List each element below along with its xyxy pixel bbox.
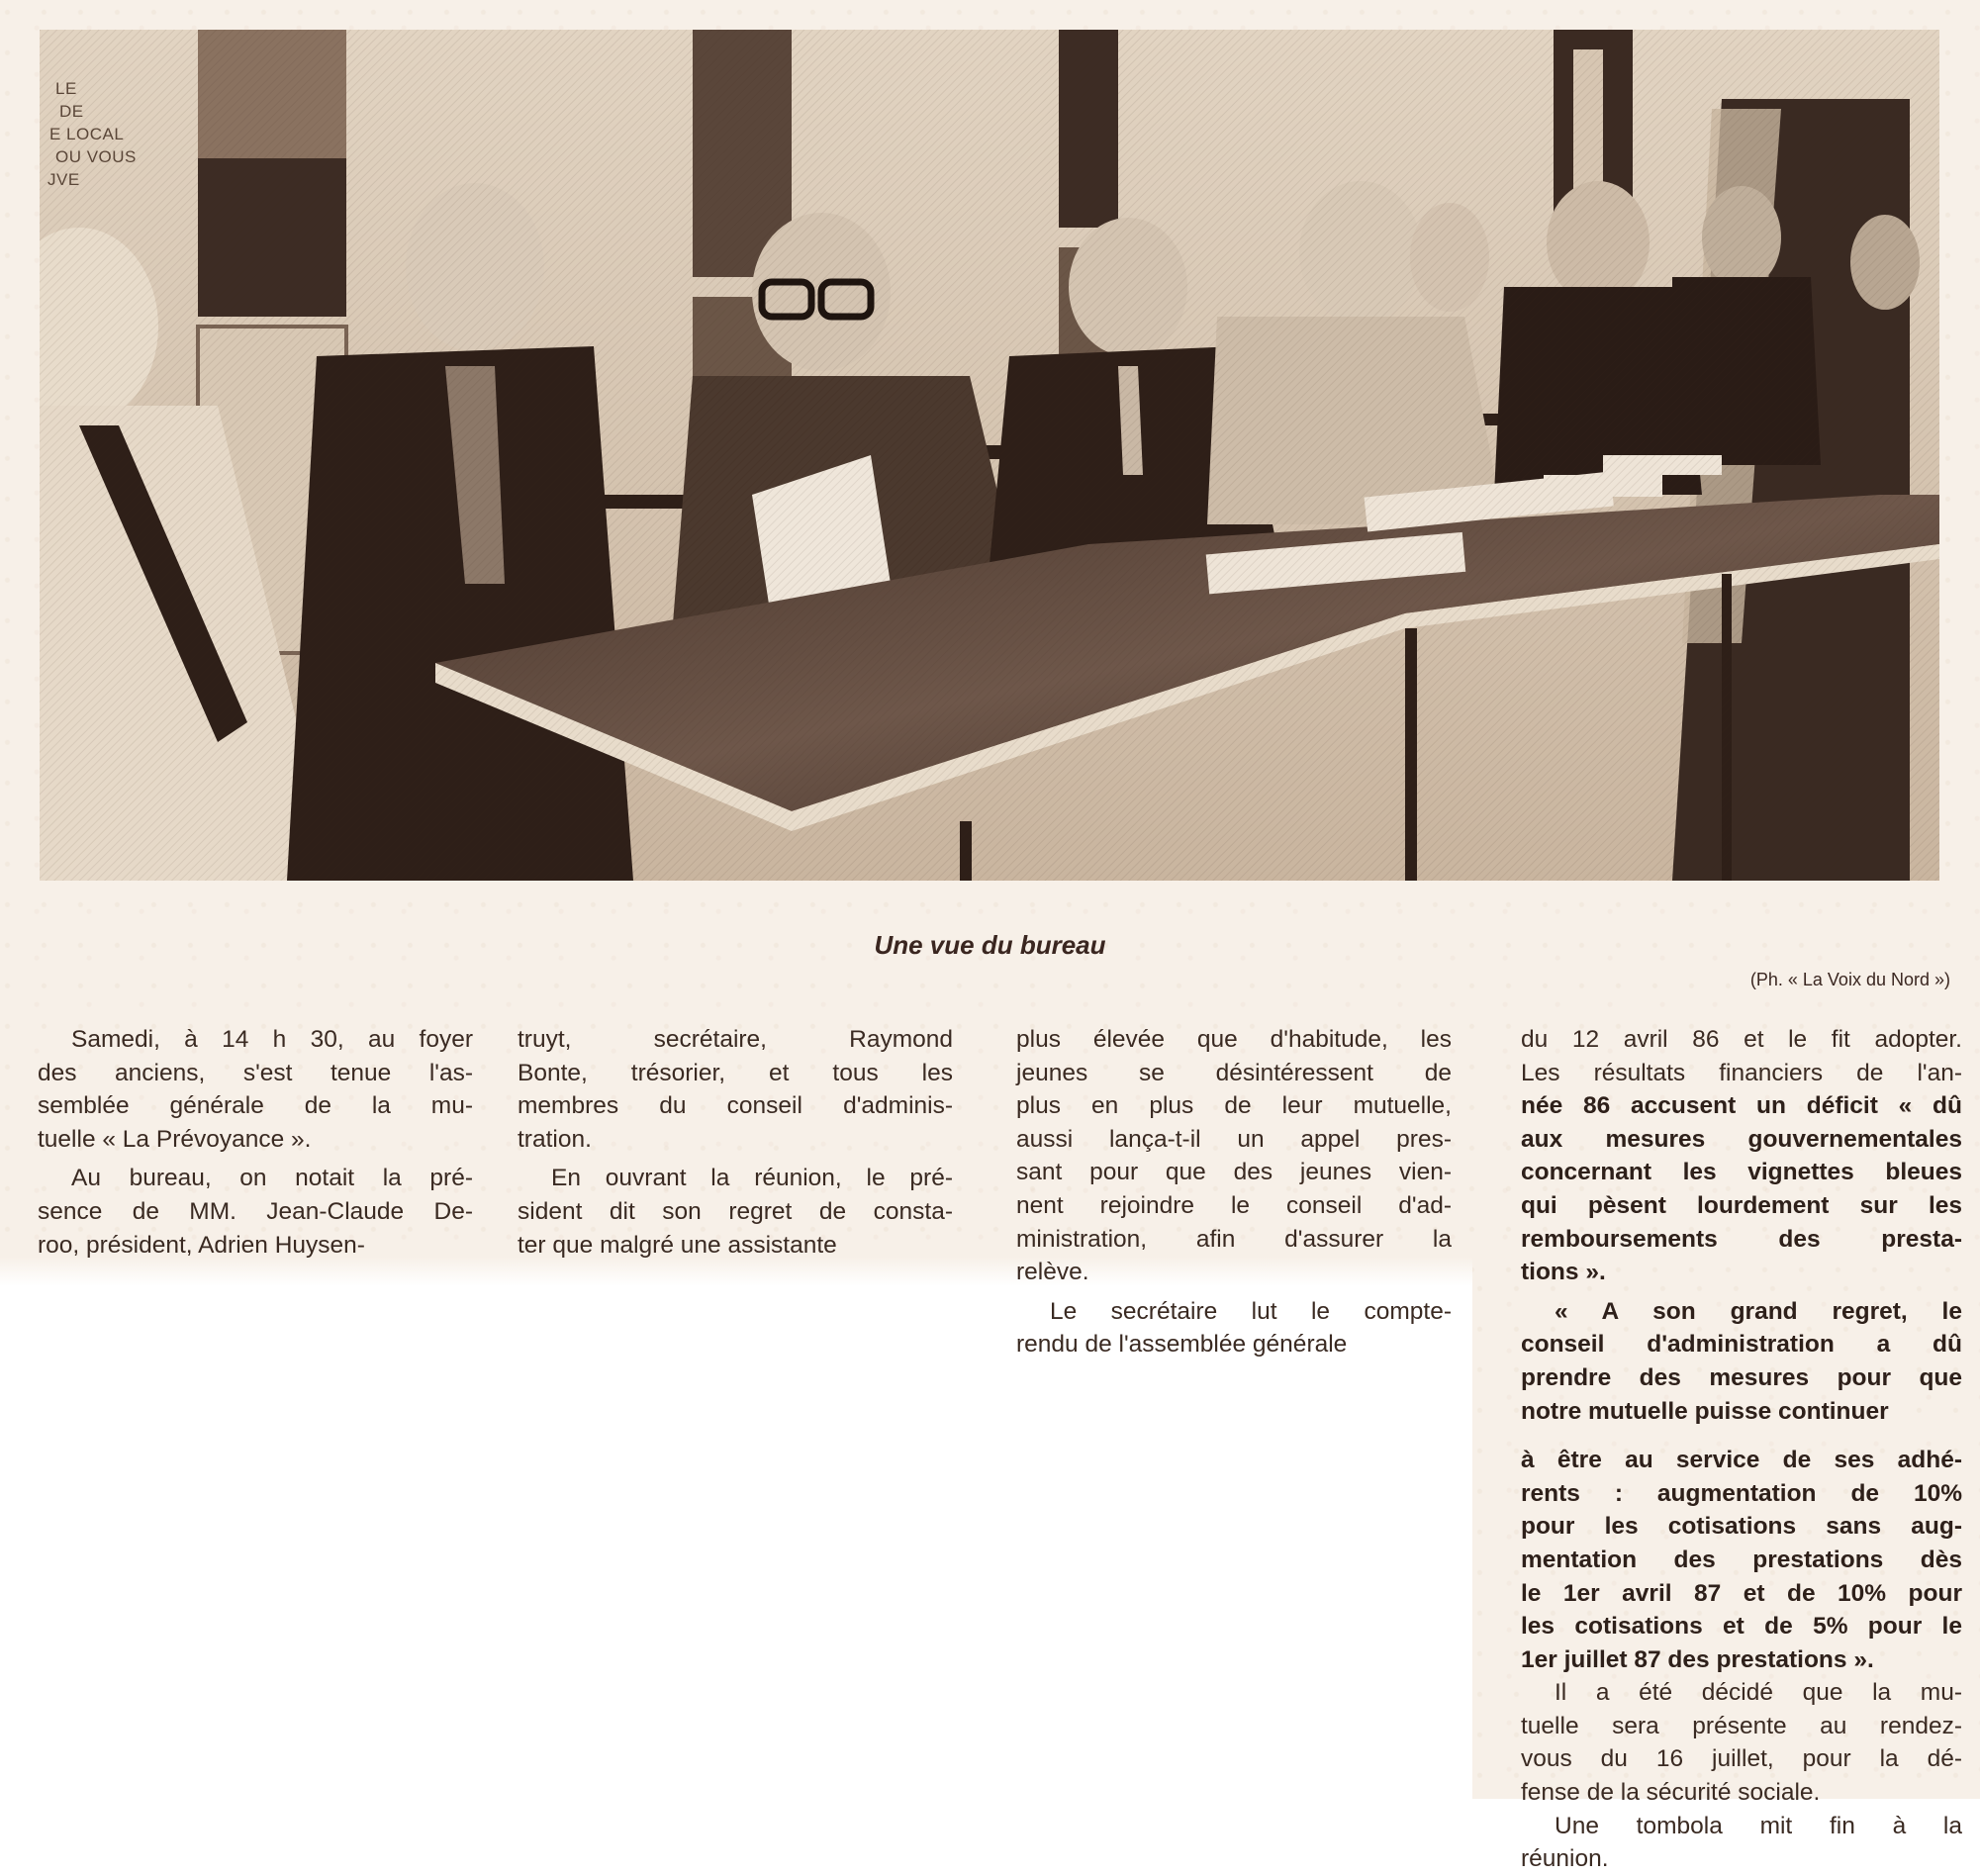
article-line: Une tombola mit fin à la: [1555, 1812, 1962, 1839]
article-line: remboursements des presta-: [1521, 1225, 1962, 1253]
photo-credit: (Ph. « La Voix du Nord »): [1749, 970, 1950, 989]
article-line: Bonte, trésorier, et tous les: [518, 1059, 953, 1086]
news-photo: [40, 30, 1939, 881]
article-paragraph: [1521, 1676, 1962, 1809]
article-line: truyt, secrétaire, Raymond: [518, 1026, 953, 1053]
article-column-3: [1016, 1023, 1452, 1367]
article-paragraph: [518, 1023, 953, 1156]
article-line: Samedi, à 14 h 30, au foyer: [71, 1026, 473, 1053]
article-line: née 86 accusent un déficit « dû: [1521, 1092, 1962, 1120]
wall-sign-line: LE: [55, 79, 77, 98]
meeting-photo-illustration: [40, 30, 1939, 881]
article-line: concernant les vignettes bleues: [1521, 1159, 1962, 1186]
article-column-1: [38, 1023, 473, 1267]
article-line: roo, président, Adrien Huysen-: [38, 1231, 365, 1259]
article-line: Le secrétaire lut le compte-: [1050, 1297, 1452, 1325]
article-line: jeunes se désintéressent de: [1016, 1059, 1452, 1086]
article-line: à être au service de ses adhé-: [1521, 1447, 1962, 1474]
article-paragraph: [38, 1162, 473, 1262]
article-paragraph: [1521, 1810, 1962, 1876]
wall-sign-line: OU VOUS: [55, 147, 137, 166]
article-line: sant pour que des jeunes vien-: [1016, 1159, 1452, 1186]
article-column-2: [518, 1023, 953, 1267]
article-line: conseil d'administration a dû: [1521, 1331, 1962, 1359]
article-line: nent rejoindre le conseil d'ad-: [1016, 1191, 1452, 1219]
wall-sign-line: JVE: [47, 170, 80, 189]
article-paragraph: [1521, 1295, 1962, 1428]
article-line: Il a été décidé que la mu-: [1555, 1679, 1962, 1707]
article-line: pour les cotisations sans aug-: [1521, 1513, 1962, 1541]
article-line: rendu de l'assemblée générale: [1016, 1331, 1348, 1359]
article-line: rents : augmentation de 10%: [1521, 1479, 1962, 1507]
article-column-4: [1521, 1023, 1962, 1876]
article-line: membres du conseil d'adminis-: [518, 1092, 953, 1120]
article-line: tions ».: [1521, 1259, 1606, 1286]
article-line: « A son grand regret, le: [1555, 1297, 1962, 1325]
article-line: relève.: [1016, 1259, 1089, 1286]
article-line: 1er juillet 87 des prestations ».: [1521, 1645, 1874, 1673]
article-line: tration.: [518, 1125, 592, 1153]
article-line: aux mesures gouvernementales: [1521, 1125, 1962, 1153]
article-paragraph: [1016, 1023, 1452, 1289]
article-line: des anciens, s'est tenue l'as-: [38, 1059, 473, 1086]
article-line: plus élevée que d'habitude, les: [1016, 1026, 1452, 1053]
article-line: ter que malgré une assistante: [518, 1231, 837, 1259]
article-line: vous du 16 juillet, pour la dé-: [1521, 1745, 1962, 1773]
article-line: ministration, afin d'assurer la: [1016, 1225, 1452, 1253]
article-line: tuelle « La Prévoyance ».: [38, 1125, 312, 1153]
article-line: semblée générale de la mu-: [38, 1092, 473, 1120]
wall-sign-line: DE: [59, 102, 84, 121]
article-line: Au bureau, on notait la pré-: [71, 1165, 473, 1192]
article-line: le 1er avril 87 et de 10% pour: [1521, 1579, 1962, 1607]
article-line: tuelle sera présente au rendez-: [1521, 1712, 1962, 1739]
article-line: mentation des prestations dès: [1521, 1546, 1962, 1573]
article-paragraph: [518, 1162, 953, 1262]
article-line: plus en plus de leur mutuelle,: [1016, 1092, 1452, 1120]
article-line: sident dit son regret de consta-: [518, 1197, 953, 1225]
article-line: sence de MM. Jean-Claude De-: [38, 1197, 473, 1225]
article-line: En ouvrant la réunion, le pré-: [551, 1165, 953, 1192]
article-paragraph: [1016, 1295, 1452, 1361]
article-line: aussi lança-t-il un appel pres-: [1016, 1125, 1452, 1153]
article-line: prendre des mesures pour que: [1521, 1363, 1962, 1391]
article-line: notre mutuelle puisse continuer: [1521, 1397, 1889, 1425]
article-line: du 12 avril 86 et le fit adopter.: [1521, 1026, 1962, 1053]
photo-caption: Une vue du bureau: [874, 930, 1106, 960]
wall-sign-line: E LOCAL: [49, 125, 125, 143]
article-line: réunion.: [1521, 1845, 1609, 1873]
article-line: fense de la sécurité sociale.: [1521, 1779, 1821, 1807]
article-paragraph: [38, 1023, 473, 1156]
wall-sign: [47, 77, 156, 191]
article-line: les cotisations et de 5% pour le: [1521, 1613, 1962, 1641]
article-line: qui pèsent lourdement sur les: [1521, 1191, 1962, 1219]
article-paragraph: [1521, 1023, 1962, 1289]
article-paragraph: [1521, 1444, 1962, 1676]
article-line: Les résultats financiers de l'an-: [1521, 1059, 1962, 1086]
